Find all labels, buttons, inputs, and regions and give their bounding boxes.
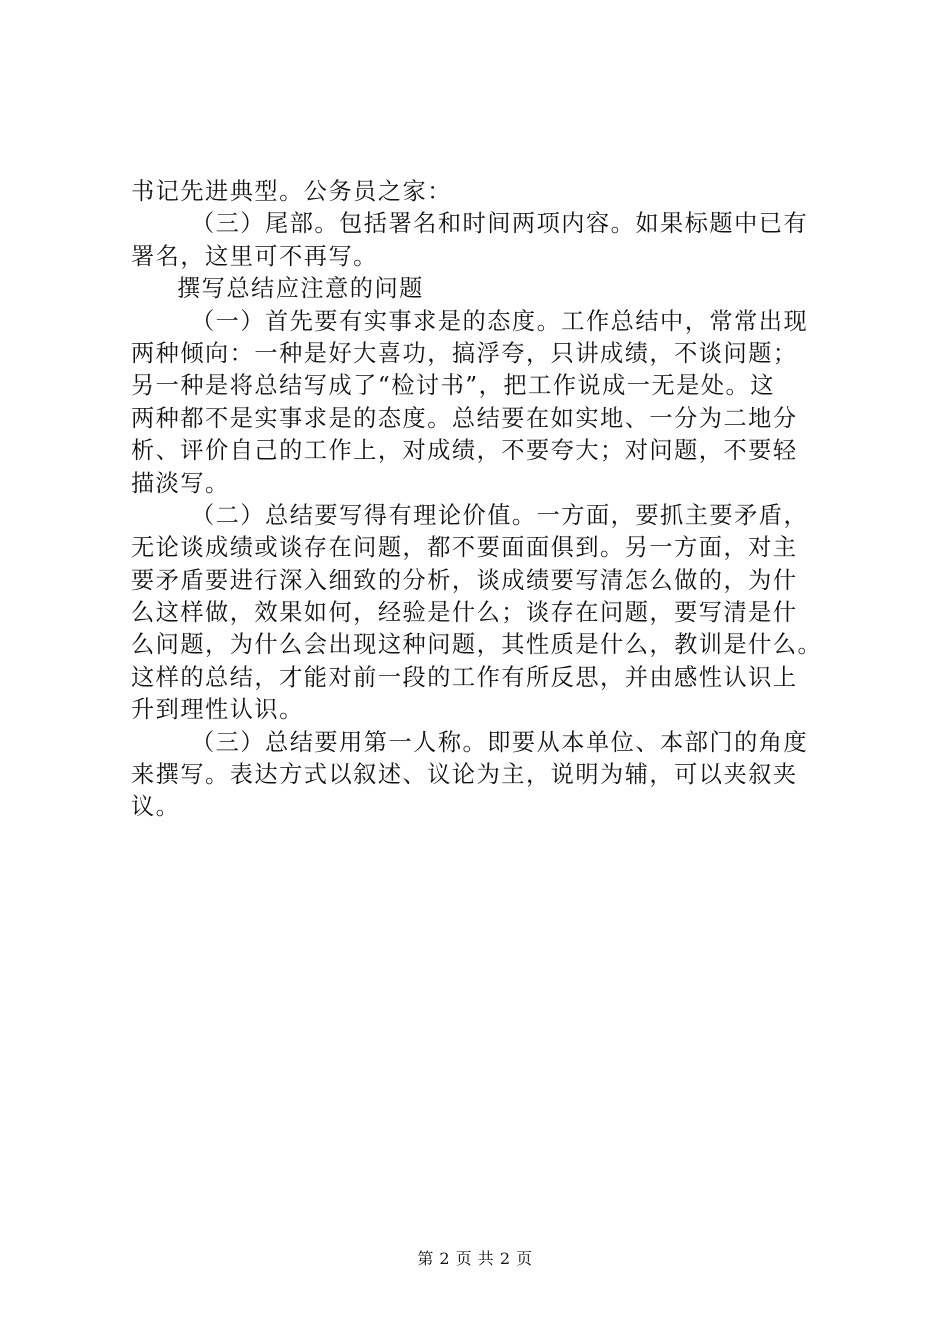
- section-heading: 撰写总结应注意的问题: [177, 275, 424, 303]
- text-line: （三）尾部。包括署名和时间两项内容。如果标题中已有: [191, 210, 809, 238]
- text-line: 无论谈成绩或谈存在问题，都不要面面俱到。另一方面，对主: [131, 534, 798, 562]
- text-line: 另一种是将总结写成了“检讨书”，把工作说成一无是处。这: [131, 372, 775, 400]
- text-line: 要矛盾要进行深入细致的分析，谈成绩要写清怎么做的，为什: [131, 566, 798, 594]
- text-line: 两种倾向：一种是好大喜功，搞浮夸，只讲成绩，不谈问题；: [131, 339, 798, 367]
- page-number-footer: 第 2 页 共 2 页: [417, 1249, 533, 1268]
- text-line: 么问题，为什么会出现这种问题，其性质是什么，教训是什么。: [131, 631, 823, 659]
- text-line: 这样的总结，才能对前一段的工作有所反思，并由感性认识上: [131, 663, 798, 691]
- text-line: 么这样做，效果如何，经验是什么；谈存在问题，要写清是什: [131, 599, 798, 627]
- text-line: （二）总结要写得有理论价值。一方面，要抓主要矛盾，: [191, 501, 809, 529]
- text-line: 升到理性认识。: [131, 696, 304, 724]
- text-line: 析、评价自己的工作上，对成绩，不要夸大；对问题，不要轻: [131, 437, 798, 465]
- text-line: 署名，这里可不再写。: [131, 242, 378, 270]
- text-line: （三）总结要用第一人称。即要从本单位、本部门的角度: [191, 728, 809, 756]
- document-body: [131, 176, 831, 824]
- text-line: （一）首先要有实事求是的态度。工作总结中，常常出现: [191, 307, 809, 335]
- text-line: 议。: [131, 793, 181, 821]
- text-line: 书记先进典型。公务员之家：: [131, 178, 452, 205]
- text-line: 两种都不是实事求是的态度。总结要在如实地、一分为二地分: [131, 404, 798, 432]
- text-line: 描淡写。: [131, 469, 230, 497]
- text-line: 来撰写。表达方式以叙述、议论为主，说明为辅，可以夹叙夹: [131, 761, 798, 789]
